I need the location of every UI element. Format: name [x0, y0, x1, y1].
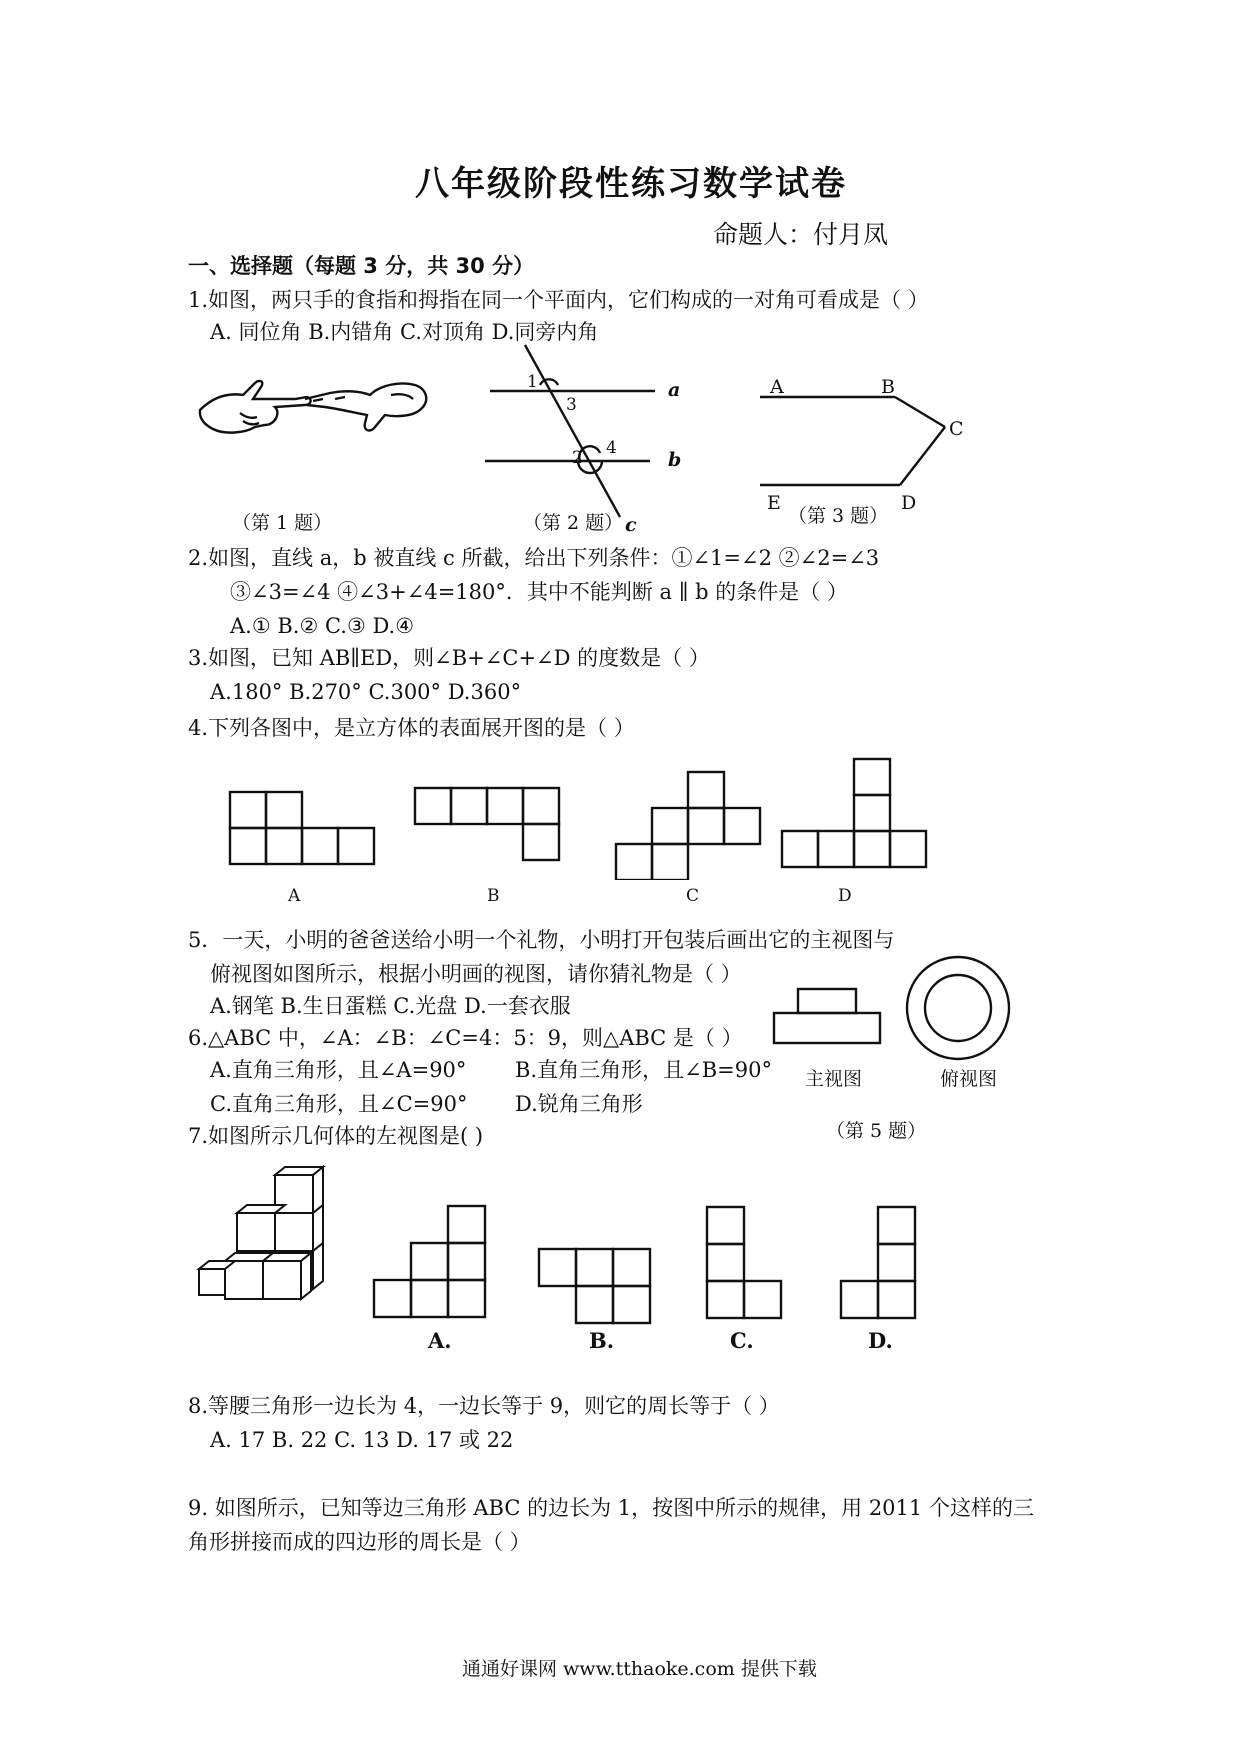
- question-9-stem: 9. 如图所示，已知等边三角形 ABC 的边长为 1，按图中所示的规律，用 2011 个这样的三: [188, 1496, 1034, 1520]
- question-6-option-b: B.直角三角形，且∠B=90°: [515, 1058, 772, 1082]
- question-3-stem: 3.如图，已知 AB∥ED，则∠B+∠C+∠D 的度数是（ ）: [188, 646, 710, 670]
- question-2-stem: 2.如图，直线 a，b 被直线 c 所截，给出下列条件：①∠1=∠2 ②∠2=∠3: [188, 546, 880, 570]
- figure-5-front-view: [770, 985, 885, 1045]
- figure-1-hands: [195, 355, 435, 455]
- top-view-label: 俯视图: [940, 1068, 998, 1090]
- figure-7-solid: [195, 1165, 355, 1325]
- fig3-label-B: B: [881, 376, 895, 398]
- author-line: 命题人：付月凤: [713, 220, 889, 249]
- net-label-d: D: [838, 886, 852, 906]
- solid-label-a: A.: [428, 1328, 452, 1353]
- question-5-options: A.钢笔 B.生日蛋糕 C.光盘 D.一套衣服: [210, 994, 571, 1018]
- fig2-label-4: 4: [606, 438, 617, 458]
- fig2-label-b: b: [668, 449, 682, 471]
- question-2-stem-cont: ③∠3=∠4 ④∠3+∠4=180°．其中不能判断 a ∥ b 的条件是（ ）: [230, 580, 848, 604]
- figure-7-option-c: [703, 1203, 793, 1323]
- footer-text: 通通好课网 www.tthaoke.com 提供下载: [462, 1658, 817, 1680]
- figure-3-polyline: [755, 375, 985, 525]
- question-9-stem-cont: 角形拼接而成的四边形的周长是（ ）: [188, 1530, 531, 1554]
- fig2-label-c: c: [625, 514, 637, 535]
- figure-7-option-a: [370, 1200, 495, 1320]
- question-5-stem: 5．一天，小明的爸爸送给小明一个礼物，小明打开包装后画出它的主视图与: [188, 928, 895, 952]
- net-label-c: C: [686, 886, 700, 906]
- net-label-b: B: [487, 886, 500, 906]
- figure-5-top-view: [903, 953, 1013, 1063]
- question-6-option-c: C.直角三角形，且∠C=90°: [210, 1092, 468, 1116]
- fig3-label-D: D: [901, 492, 917, 514]
- net-c: [616, 772, 760, 880]
- figure-3-caption: （第 3 题）: [788, 505, 889, 527]
- question-2-options: A.① B.② C.③ D.④: [230, 614, 415, 638]
- figure-5-caption: （第 5 题）: [826, 1120, 927, 1142]
- figure-2-parallel-lines: [470, 335, 710, 535]
- front-view-label: 主视图: [805, 1068, 863, 1090]
- solid-label-c: C.: [730, 1328, 754, 1353]
- page-title: 八年级阶段性练习数学试卷: [415, 164, 847, 204]
- question-8-options: A. 17 B. 22 C. 13 D. 17 或 22: [210, 1428, 514, 1452]
- solid-label-d: D.: [868, 1328, 893, 1353]
- question-1-stem: 1.如图，两只手的食指和拇指在同一个平面内，它们构成的一对角可看成是（ ）: [188, 288, 929, 312]
- section-heading: 一、选择题（每题 3 分，共 30 分）: [188, 254, 535, 278]
- net-b: [415, 788, 559, 860]
- question-4-stem: 4.下列各图中，是立方体的表面展开图的是（ ）: [188, 716, 635, 740]
- net-a: [230, 792, 374, 864]
- figure-4-net-d: [780, 755, 930, 875]
- question-6-option-d: D.锐角三角形: [515, 1092, 643, 1116]
- question-8-stem: 8.等腰三角形一边长为 4，一边长等于 9，则它的周长等于（ ）: [188, 1394, 780, 1418]
- question-6-option-a: A.直角三角形，且∠A=90°: [210, 1058, 467, 1082]
- fig2-label-2: 2: [572, 448, 583, 468]
- question-5-stem-cont: 俯视图如图所示，根据小明画的视图，请你猜礼物是（ ）: [210, 962, 742, 986]
- fig3-label-C: C: [949, 418, 964, 440]
- fig3-label-E: E: [767, 492, 781, 514]
- figure-7-option-d: [837, 1203, 927, 1323]
- fig2-label-1: 1: [527, 372, 538, 392]
- fig2-label-3: 3: [566, 395, 577, 415]
- figure-7-option-b: [535, 1245, 660, 1325]
- solid-label-b: B.: [589, 1328, 615, 1353]
- fig2-label-a: a: [668, 379, 681, 401]
- net-label-a: A: [288, 886, 301, 906]
- question-7-stem: 7.如图所示几何体的左视图是( ): [188, 1124, 484, 1148]
- figure-2-caption: （第 2 题）: [523, 512, 624, 534]
- question-3-options: A.180° B.270° C.300° D.360°: [210, 680, 522, 704]
- fig3-label-A: A: [770, 376, 784, 398]
- question-1-options: A. 同位角 B.内错角 C.对顶角 D.同旁内角: [210, 320, 599, 344]
- question-6-stem: 6.△ABC 中，∠A：∠B：∠C=4：5：9，则△ABC 是（ ）: [188, 1026, 743, 1050]
- figure-1-caption: （第 1 题）: [232, 512, 333, 534]
